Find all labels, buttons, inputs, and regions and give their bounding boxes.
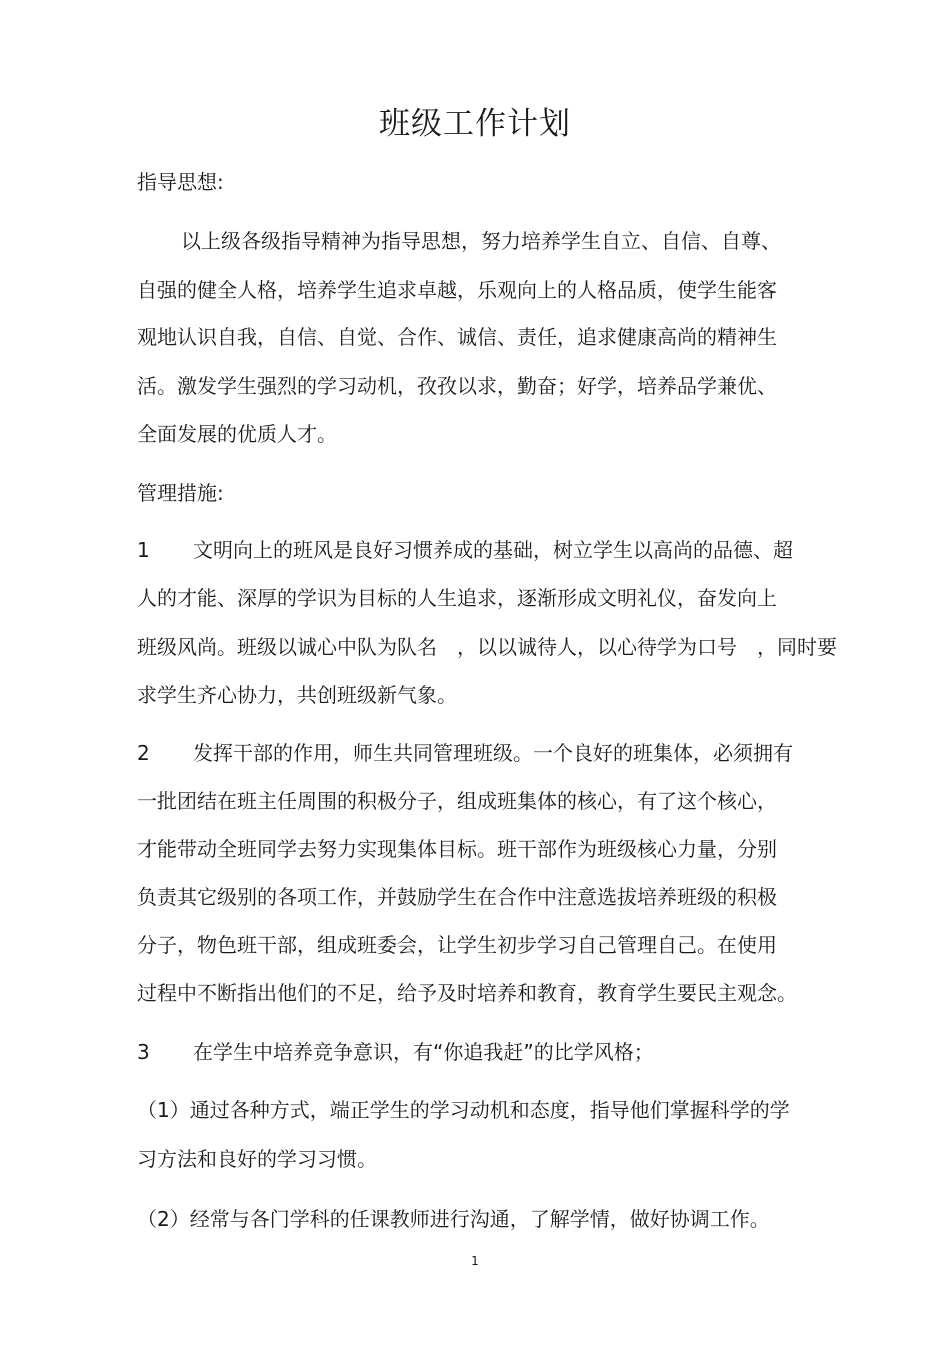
guiding-line-3: 观地认识自我，自信、自觉、合作、诚信、责任，追求健康高尚的精神生 xyxy=(137,325,777,349)
item-1-line-1 xyxy=(137,538,793,562)
item-2-number: 2 xyxy=(137,741,150,765)
item-2-line-4: 负责其它级别的各项工作，并鼓励学生在合作中注意选拔培养班级的积极 xyxy=(137,885,777,909)
item-2-text: 发挥干部的作用，师生共同管理班级。一个良好的班集体，必须拥有 xyxy=(193,741,793,765)
item-1-text: 文明向上的班风是良好习惯养成的基础，树立学生以高尚的品德、超 xyxy=(193,538,793,562)
page-title: 班级工作计划 xyxy=(379,106,571,142)
guiding-line-5: 全面发展的优质人才。 xyxy=(137,422,337,446)
item-3-line-1 xyxy=(137,1040,654,1064)
sub-2-line-1: （2）经常与各门学科的任课教师进行沟通，了解学情，做好协调工作。 xyxy=(137,1207,770,1231)
item-1-line-4: 求学生齐心协力，共创班级新气象。 xyxy=(137,683,457,707)
item-2-line-1 xyxy=(137,741,793,765)
item-2-line-3: 才能带动全班同学去努力实现集体目标。班干部作为班级核心力量，分别 xyxy=(137,837,777,861)
guiding-line-2: 自强的健全人格，培养学生追求卓越，乐观向上的人格品质，使学生能客 xyxy=(137,278,777,302)
page-number: 1 xyxy=(471,1254,479,1268)
item-3-number: 3 xyxy=(137,1040,150,1064)
guiding-line-1: 以上级各级指导精神为指导思想，努力培养学生自立、自信、自尊、 xyxy=(181,229,781,253)
measures-heading: 管理措施: xyxy=(137,481,224,505)
item-2-line-2: 一批团结在班主任周围的积极分子，组成班集体的核心，有了这个核心， xyxy=(137,789,777,813)
guiding-heading: 指导思想: xyxy=(137,170,224,194)
sub-1-line-2: 习方法和良好的学习习惯。 xyxy=(137,1147,377,1171)
item-1-number: 1 xyxy=(137,538,150,562)
guiding-line-4: 活。激发学生强烈的学习动机，孜孜以求，勤奋；好学，培养品学兼优、 xyxy=(137,374,777,398)
item-1-line-2: 人的才能、深厚的学识为目标的人生追求，逐渐形成文明礼仪，奋发向上 xyxy=(137,586,777,610)
item-1-line-3: 班级风尚。班级以诚心中队为队名 ，以以诚待人，以心待学为口号 ，同时要 xyxy=(137,635,837,659)
item-2-line-6: 过程中不断指出他们的不足，给予及时培养和教育，教育学生要民主观念。 xyxy=(137,981,797,1005)
sub-1-line-1: （1）通过各种方式，端正学生的学习动机和态度，指导他们掌握科学的学 xyxy=(137,1098,790,1122)
item-2-line-5: 分子，物色班干部，组成班委会，让学生初步学习自己管理自己。在使用 xyxy=(137,933,777,957)
item-3-text: 在学生中培养竞争意识，有“你追我赶”的比学风格； xyxy=(193,1040,654,1064)
